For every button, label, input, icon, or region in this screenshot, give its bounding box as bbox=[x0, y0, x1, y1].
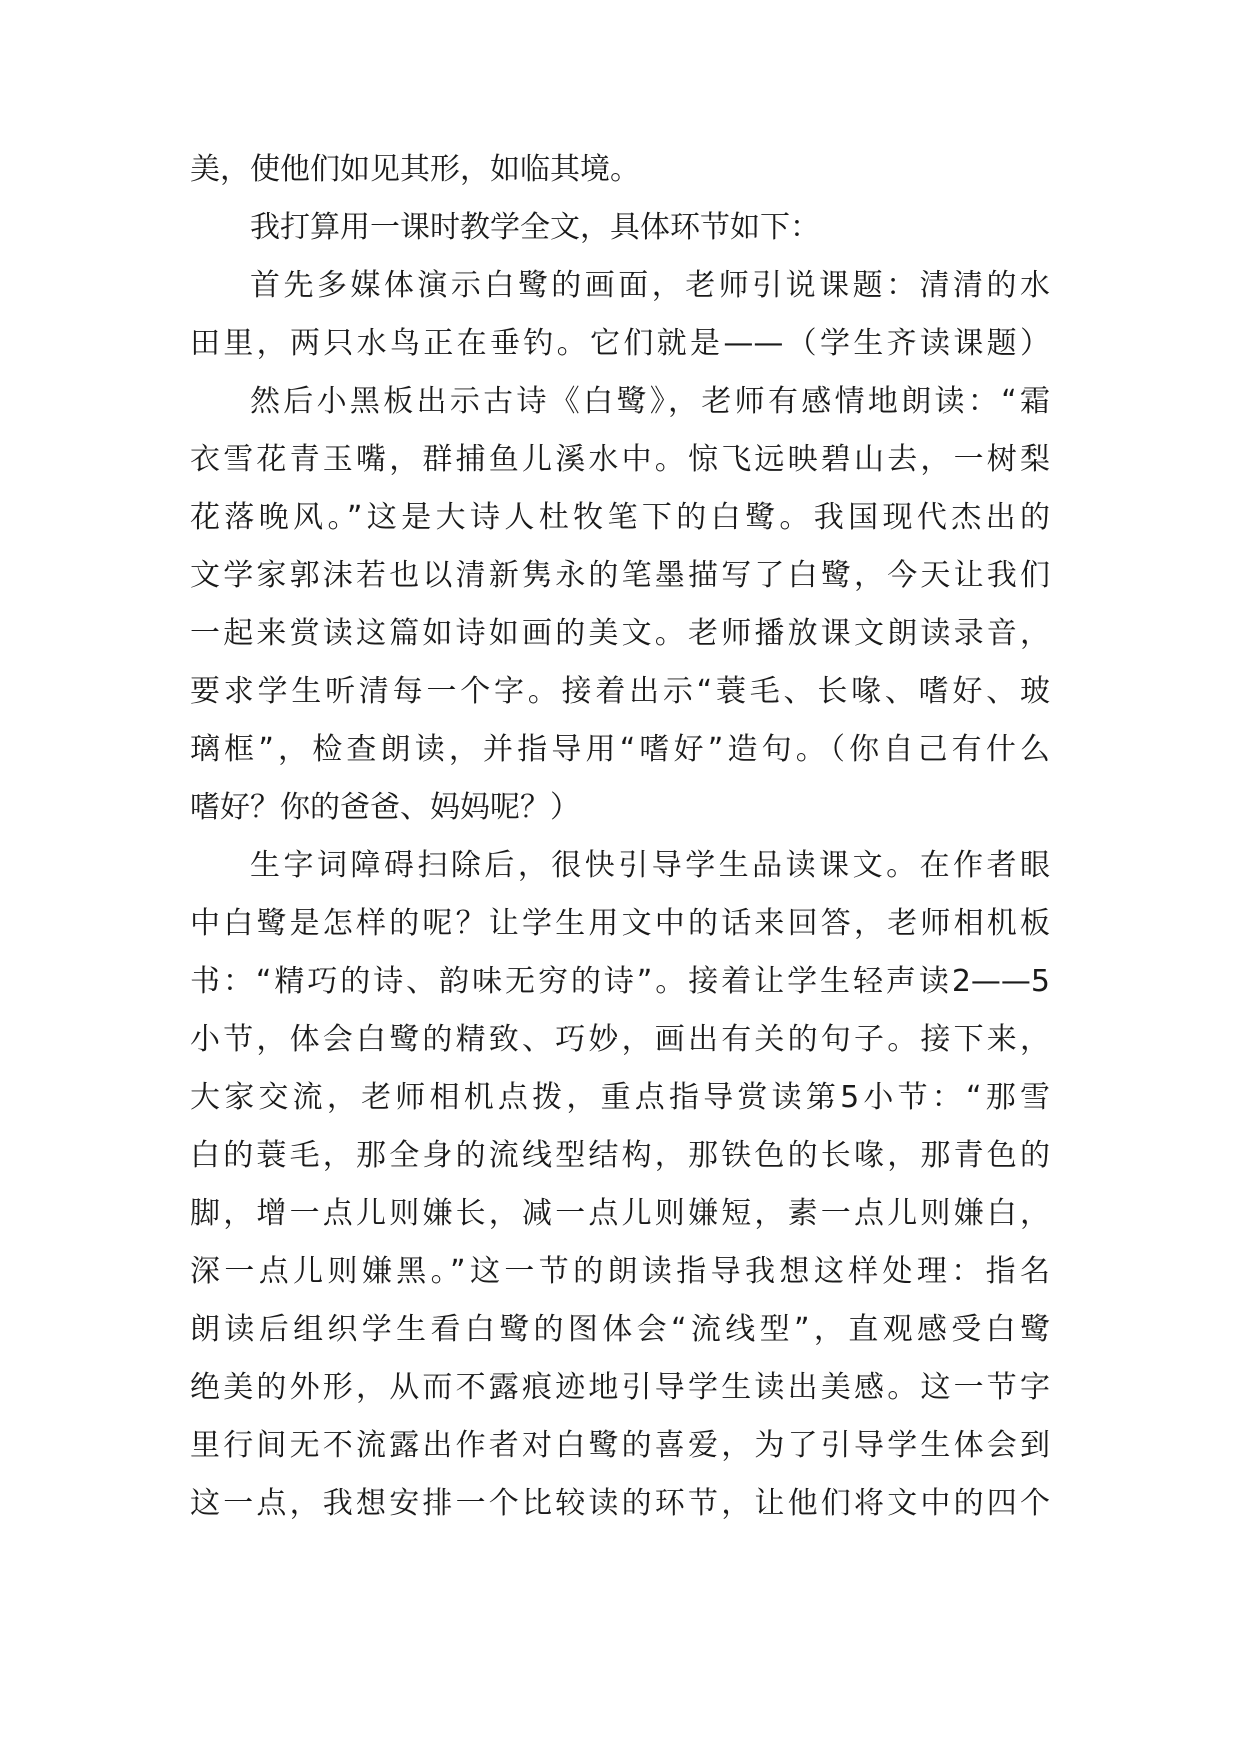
text-line: 田里，两只水鸟正在垂钓。它们就是——（学生齐读课题） bbox=[190, 326, 1050, 361]
text-line: 白的蓑毛，那全身的流线型结构，那铁色的长喙，那青色的 bbox=[190, 1138, 1050, 1173]
text-line: 深一点儿则嫌黑。”这一节的朗读指导我想这样处理：指名 bbox=[190, 1254, 1050, 1289]
text-line: 璃框”，检查朗读，并指导用“嗜好”造句。（你自己有什么 bbox=[190, 732, 1050, 767]
text-line: 一起来赏读这篇如诗如画的美文。老师播放课文朗读录音， bbox=[190, 616, 1050, 651]
text-line: 首先多媒体演示白鹭的画面，老师引说课题：清清的水 bbox=[250, 268, 1050, 303]
text-line: 嗜好？你的爸爸、妈妈呢？） bbox=[190, 790, 580, 825]
text-line: 文学家郭沫若也以清新隽永的笔墨描写了白鹭，今天让我们 bbox=[190, 558, 1050, 593]
text-line: 美，使他们如见其形，如临其境。 bbox=[190, 152, 640, 187]
text-line: 书：“精巧的诗、韵味无穷的诗”。接着让学生轻声读2——5 bbox=[190, 964, 1050, 999]
text-line: 中白鹭是怎样的呢？让学生用文中的话来回答，老师相机板 bbox=[190, 906, 1050, 941]
text-line: 大家交流，老师相机点拨，重点指导赏读第5小节：“那雪 bbox=[190, 1080, 1050, 1115]
text-line: 脚，增一点儿则嫌长，减一点儿则嫌短，素一点儿则嫌白， bbox=[190, 1196, 1050, 1231]
text-line: 我打算用一课时教学全文，具体环节如下： bbox=[250, 210, 820, 245]
text-line: 衣雪花青玉嘴，群捕鱼儿溪水中。惊飞远映碧山去，一树梨 bbox=[190, 442, 1050, 477]
text-line: 然后小黑板出示古诗《白鹭》，老师有感情地朗读：“霜 bbox=[250, 384, 1050, 419]
text-line: 这一点，我想安排一个比较读的环节，让他们将文中的四个 bbox=[190, 1486, 1050, 1521]
text-line: 生字词障碍扫除后，很快引导学生品读课文。在作者眼 bbox=[250, 848, 1050, 883]
text-line: 小节，体会白鹭的精致、巧妙，画出有关的句子。接下来， bbox=[190, 1022, 1050, 1057]
text-line: 花落晚风。”这是大诗人杜牧笔下的白鹭。我国现代杰出的 bbox=[190, 500, 1050, 535]
text-line: 里行间无不流露出作者对白鹭的喜爱，为了引导学生体会到 bbox=[190, 1428, 1050, 1463]
text-line: 朗读后组织学生看白鹭的图体会“流线型”，直观感受白鹭 bbox=[190, 1312, 1050, 1347]
text-line: 要求学生听清每一个字。接着出示“蓑毛、长喙、嗜好、玻 bbox=[190, 674, 1050, 709]
text-line: 绝美的外形，从而不露痕迹地引导学生读出美感。这一节字 bbox=[190, 1370, 1050, 1405]
